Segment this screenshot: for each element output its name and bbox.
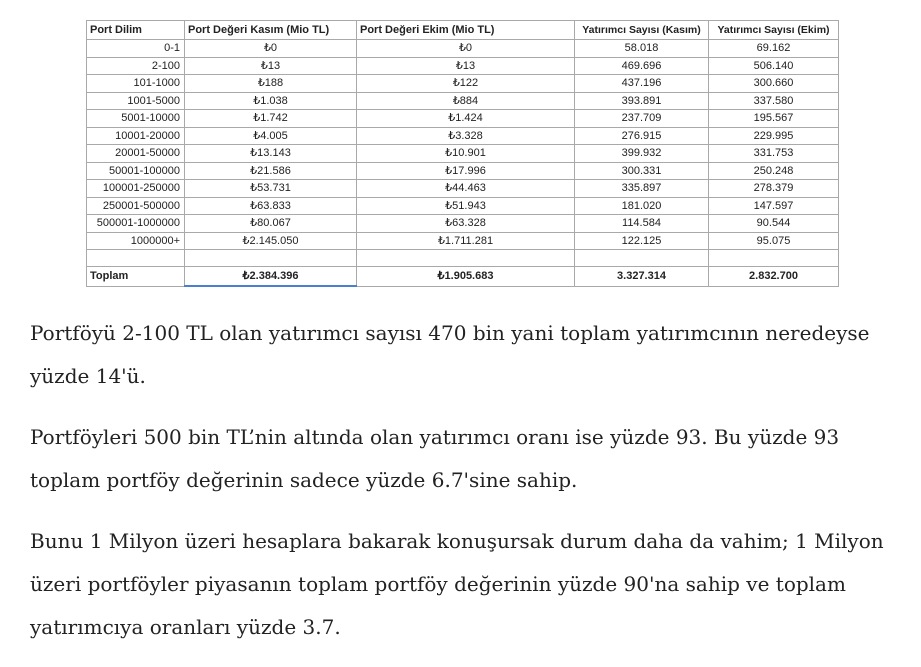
cell-investors-nov: 393.891 bbox=[575, 92, 709, 110]
cell-investors-oct: 69.162 bbox=[709, 40, 839, 58]
cell-investors-nov: 237.709 bbox=[575, 110, 709, 128]
paragraph: Portföyü 2-100 TL olan yatırımcı sayısı 470 bin yani toplam yatırımcının neredeyse yüzde 14'ü. bbox=[30, 321, 870, 388]
cell-value-nov: ₺13.143 bbox=[185, 145, 357, 163]
header-investors-october: Yatırımcı Sayısı (Ekim) bbox=[709, 21, 839, 40]
table-row bbox=[87, 127, 839, 145]
cell-value-nov: ₺188 bbox=[185, 75, 357, 93]
cell-value-nov: ₺2.145.050 bbox=[185, 232, 357, 250]
cell-investors-oct: 95.075 bbox=[709, 232, 839, 250]
cell-value-nov: ₺13 bbox=[185, 57, 357, 75]
cell-investors-nov: 437.196 bbox=[575, 75, 709, 93]
cell-dilim: 101-1000 bbox=[87, 75, 185, 93]
cell-investors-nov: 58.018 bbox=[575, 40, 709, 58]
cell-investors-oct: 90.544 bbox=[709, 215, 839, 233]
cell-value-nov: ₺1.038 bbox=[185, 92, 357, 110]
cell-investors-nov: 181.020 bbox=[575, 197, 709, 215]
cell-value-oct: ₺17.996 bbox=[357, 162, 575, 180]
cell-value-oct: ₺51.943 bbox=[357, 197, 575, 215]
paragraph: Portföyleri 500 bin TL’nin altında olan yatırımcı oranı ise yüzde 93. Bu yüzde 93 toplam portföy değerinin sadece yüzde 6.7'sine sahip. bbox=[30, 425, 840, 492]
cell-value-oct: ₺0 bbox=[357, 40, 575, 58]
table-row bbox=[87, 57, 839, 75]
total-value-oct: ₺1.905.683 bbox=[357, 267, 575, 287]
cell-investors-oct: 506.140 bbox=[709, 57, 839, 75]
header-investors-november: Yatırımcı Sayısı (Kasım) bbox=[575, 21, 709, 40]
cell-dilim: 1001-5000 bbox=[87, 92, 185, 110]
portfolio-table bbox=[86, 20, 839, 287]
cell-investors-oct: 147.597 bbox=[709, 197, 839, 215]
cell-dilim: 100001-250000 bbox=[87, 180, 185, 198]
table-row bbox=[87, 110, 839, 128]
cell-investors-nov: 335.897 bbox=[575, 180, 709, 198]
header-value-november: Port Değeri Kasım (Mio TL) bbox=[185, 21, 357, 40]
cell-value-oct: ₺1.424 bbox=[357, 110, 575, 128]
cell-investors-oct: 195.567 bbox=[709, 110, 839, 128]
table-row bbox=[87, 92, 839, 110]
cell-value-nov: ₺53.731 bbox=[185, 180, 357, 198]
cell-investors-nov: 469.696 bbox=[575, 57, 709, 75]
table-row bbox=[87, 40, 839, 58]
paragraph: Bunu 1 Milyon üzeri hesaplara bakarak konuşursak durum daha da vahim; 1 Milyon üzeri portföyler piyasanın toplam portföy değerinin yüzde 90'na sahip ve toplam yatırımcıya oranları yüzde 3.7. bbox=[30, 529, 884, 639]
cell-investors-nov: 114.584 bbox=[575, 215, 709, 233]
cell-dilim: 1000000+ bbox=[87, 232, 185, 250]
total-investors-nov: 3.327.314 bbox=[575, 267, 709, 287]
cell-investors-oct: 250.248 bbox=[709, 162, 839, 180]
table-row bbox=[87, 197, 839, 215]
cell-investors-oct: 331.753 bbox=[709, 145, 839, 163]
empty-row bbox=[87, 250, 839, 267]
cell-value-oct: ₺44.463 bbox=[357, 180, 575, 198]
cell-value-nov: ₺4.005 bbox=[185, 127, 357, 145]
cell-dilim: 2-100 bbox=[87, 57, 185, 75]
cell-value-oct: ₺63.328 bbox=[357, 215, 575, 233]
table-row bbox=[87, 162, 839, 180]
cell-value-oct: ₺1.711.281 bbox=[357, 232, 575, 250]
cell-investors-nov: 300.331 bbox=[575, 162, 709, 180]
cell-dilim: 20001-50000 bbox=[87, 145, 185, 163]
cell-dilim: 250001-500000 bbox=[87, 197, 185, 215]
cell-dilim: 10001-20000 bbox=[87, 127, 185, 145]
cell-investors-oct: 278.379 bbox=[709, 180, 839, 198]
header-value-october: Port Değeri Ekim (Mio TL) bbox=[357, 21, 575, 40]
cell-value-oct: ₺3.328 bbox=[357, 127, 575, 145]
table-row bbox=[87, 145, 839, 163]
cell-value-nov: ₺0 bbox=[185, 40, 357, 58]
total-value-nov: ₺2.384.396 bbox=[185, 267, 357, 287]
cell-investors-oct: 229.995 bbox=[709, 127, 839, 145]
table-row bbox=[87, 75, 839, 93]
total-investors-oct: 2.832.700 bbox=[709, 267, 839, 287]
table-row bbox=[87, 232, 839, 250]
cell-investors-nov: 399.932 bbox=[575, 145, 709, 163]
table-header-row bbox=[87, 21, 839, 40]
cell-value-nov: ₺21.586 bbox=[185, 162, 357, 180]
cell-value-oct: ₺10.901 bbox=[357, 145, 575, 163]
table-row bbox=[87, 215, 839, 233]
cell-investors-oct: 337.580 bbox=[709, 92, 839, 110]
cell-investors-nov: 276.915 bbox=[575, 127, 709, 145]
total-row bbox=[87, 267, 839, 287]
cell-investors-nov: 122.125 bbox=[575, 232, 709, 250]
article-body bbox=[30, 312, 900, 667]
cell-value-nov: ₺63.833 bbox=[185, 197, 357, 215]
cell-value-oct: ₺884 bbox=[357, 92, 575, 110]
cell-value-nov: ₺80.067 bbox=[185, 215, 357, 233]
cell-dilim: 500001-1000000 bbox=[87, 215, 185, 233]
table-row bbox=[87, 180, 839, 198]
cell-value-oct: ₺122 bbox=[357, 75, 575, 93]
header-port-dilim: Port Dilim bbox=[87, 21, 185, 40]
portfolio-table-image bbox=[86, 20, 838, 287]
cell-dilim: 5001-10000 bbox=[87, 110, 185, 128]
cell-dilim: 0-1 bbox=[87, 40, 185, 58]
cell-value-nov: ₺1.742 bbox=[185, 110, 357, 128]
cell-value-oct: ₺13 bbox=[357, 57, 575, 75]
cell-investors-oct: 300.660 bbox=[709, 75, 839, 93]
cell-dilim: 50001-100000 bbox=[87, 162, 185, 180]
total-label: Toplam bbox=[87, 267, 185, 287]
